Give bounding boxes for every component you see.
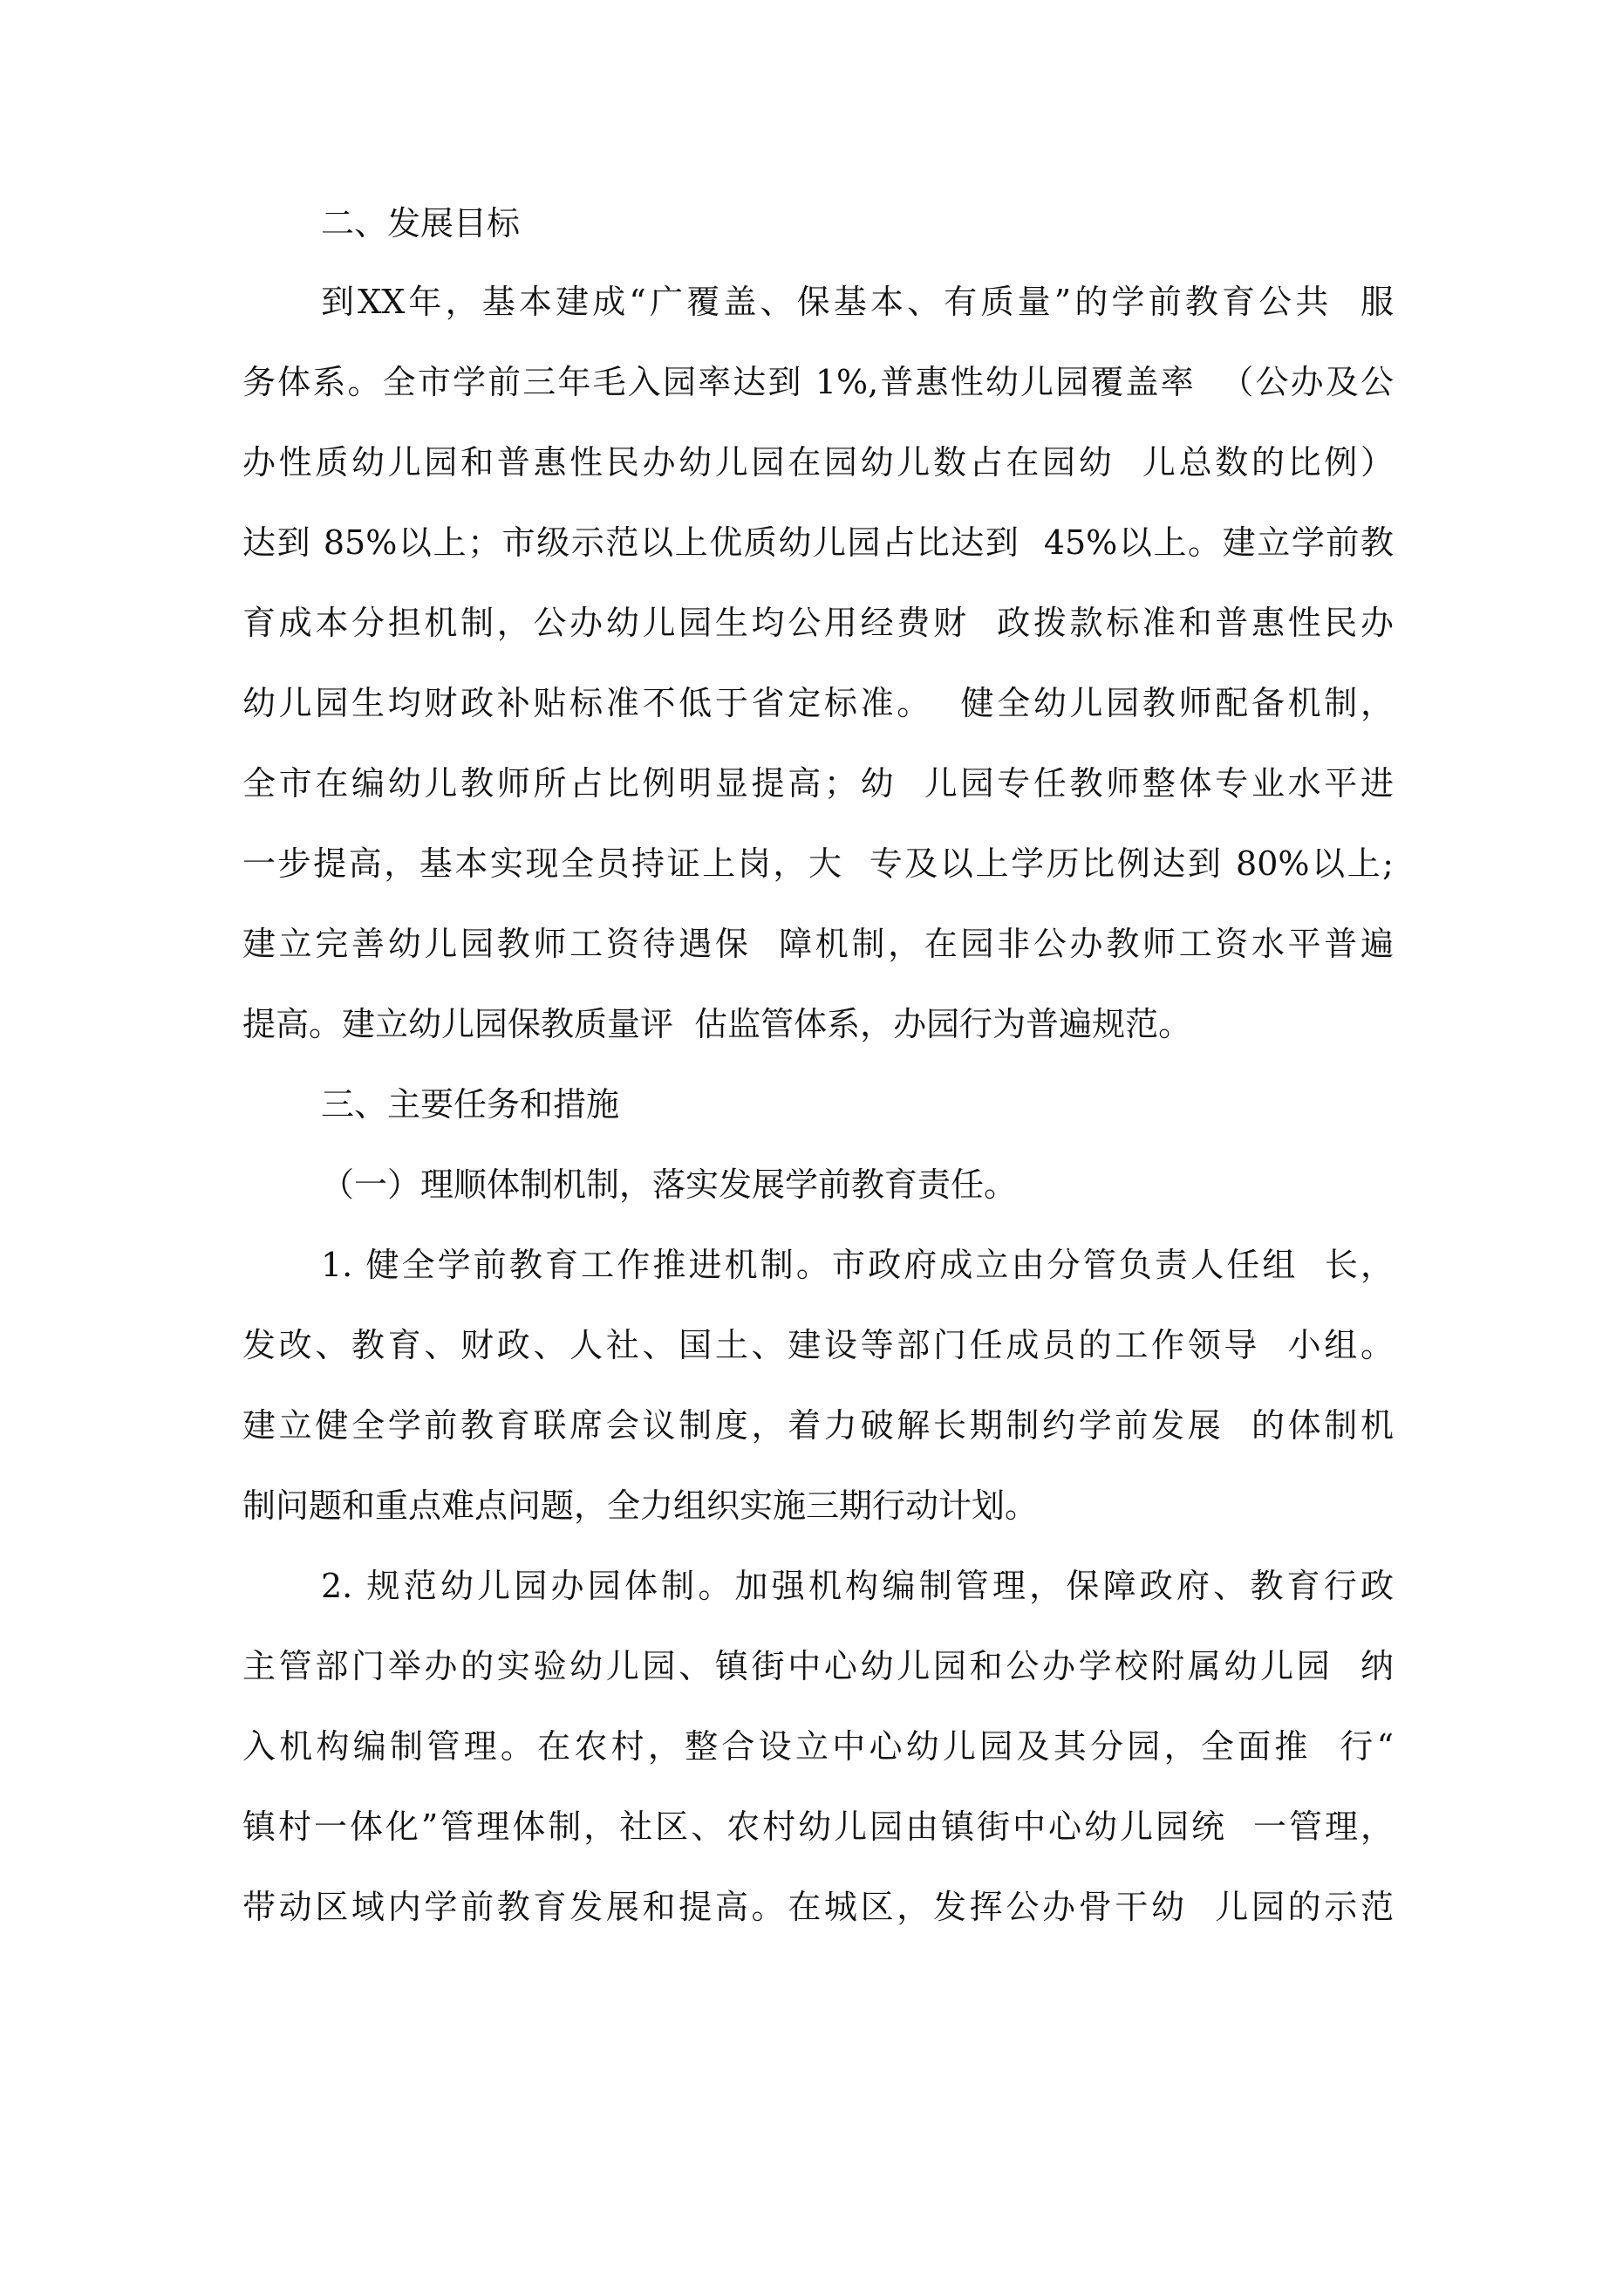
paragraph-line: 入机构编制管理。在农村，整合设立中心幼儿园及其分园，全面推 行“ [242, 1727, 1394, 1766]
paragraph-line: 带动区域内学前教育发展和提高。在城区，发挥公办骨干幼 儿园的示范 [242, 1888, 1394, 1926]
paragraph-line: 办性质幼儿园和普惠性民办幼儿园在园幼儿数占在园幼 儿总数的比例） [242, 443, 1394, 482]
paragraph-line: 提高。建立幼儿园保教质量评 估监管体系，办园行为普遍规范。 [242, 1005, 1192, 1043]
paragraph-line: 发改、教育、财政、人社、国土、建设等部门任成员的工作领导 小组。 [242, 1326, 1394, 1364]
paragraph-line: 制问题和重点难点问题，全力组织实施三期行动计划。 [242, 1486, 1039, 1525]
section-heading-development-goals: 二、发展目标 [321, 204, 521, 243]
paragraph-line: 一步提高，基本实现全员持证上岗，大 专及以上学历比例达到 80%以上; [242, 844, 1394, 883]
paragraph-line: 幼儿园生均财政补贴标准不低于省定标准。 健全幼儿园教师配备机制， [242, 684, 1394, 722]
paragraph-line: 务体系。全市学前三年毛入园率达到 1%,普惠性幼儿园覆盖率 （公办及公 [242, 363, 1394, 401]
section-heading-main-tasks: 三、主要任务和措施 [321, 1085, 620, 1124]
paragraph-line: 建立健全学前教育联席会议制度，着力破解长期制约学前发展 的体制机 [242, 1406, 1394, 1445]
paragraph-line: 1. 健全学前教育工作推进机制。市政府成立由分管负责人任组 长， [321, 1246, 1394, 1284]
paragraph-line: 达到 85%以上；市级示范以上优质幼儿园占比达到 45%以上。建立学前教 [242, 523, 1394, 562]
subsection-heading: （一）理顺体制机制，落实发展学前教育责任。 [321, 1165, 1018, 1204]
paragraph-line: 镇村一体化”管理体制，社区、农村幼儿园由镇街中心幼儿园统 一管理， [242, 1807, 1394, 1846]
paragraph-line: 到XX年，基本建成“广覆盖、保基本、有质量”的学前教育公共 服 [321, 283, 1394, 321]
paragraph-line: 全市在编幼儿教师所占比例明显提高；幼 儿园专任教师整体专业水平进 [242, 764, 1394, 803]
paragraph-line: 育成本分担机制，公办幼儿园生均公用经费财 政拨款标准和普惠性民办 [242, 604, 1394, 642]
paragraph-line: 建立完善幼儿园教师工资待遇保 障机制，在园非公办教师工资水平普遍 [242, 925, 1394, 963]
paragraph-line: 2. 规范幼儿园办园体制。加强机构编制管理，保障政府、教育行政 [321, 1567, 1394, 1605]
paragraph-line: 主管部门举办的实验幼儿园、镇街中心幼儿园和公办学校附属幼儿园 纳 [242, 1647, 1394, 1685]
